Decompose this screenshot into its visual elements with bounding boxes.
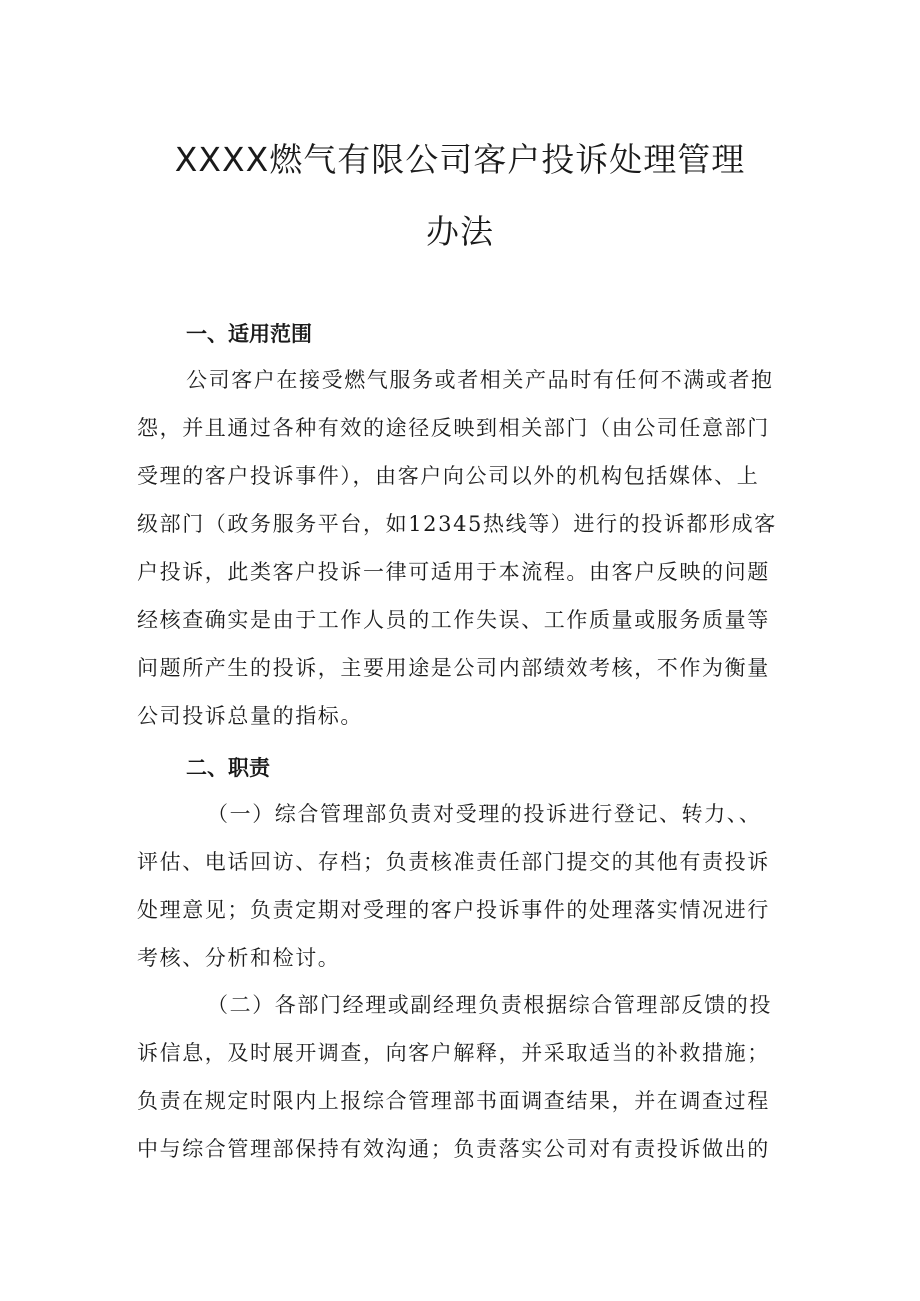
paragraph-line: 负责在规定时限内上报综合管理部书面调查结果，并在调查过程 bbox=[137, 1089, 770, 1113]
paragraph-line: 公司客户在接受燃气服务或者相关产品时有任何不满或者抱 bbox=[186, 368, 774, 392]
paragraph-line: 户投诉，此类客户投诉一律可适用于本流程。由客户反映的问题 bbox=[137, 560, 770, 584]
paragraph-line: 评估、电话回访、存档；负责核准责任部门提交的其他有责投诉 bbox=[137, 850, 770, 874]
document-title-line-2: 办法 bbox=[426, 212, 494, 251]
paragraph-line: 经核查确实是由于工作人员的工作失误、工作质量或服务质量等 bbox=[137, 608, 770, 632]
paragraph-line: 受理的客户投诉事件），由客户向公司以外的机构包括媒体、上 bbox=[137, 464, 760, 488]
document-title-line-1: XXXX燃气有限公司客户投诉处理管理 bbox=[174, 140, 746, 179]
paragraph-line: （二）各部门经理或副经理负责根据综合管理部反馈的投 bbox=[207, 993, 772, 1017]
section-1-paragraph bbox=[137, 356, 787, 740]
section-2-item-1-paragraph bbox=[137, 790, 787, 982]
paragraph-line: 级部门（政务服务平台，如12345热线等）进行的投诉都形成客 bbox=[137, 512, 777, 536]
paragraph-line: 公司投诉总量的指标。 bbox=[137, 704, 363, 728]
paragraph-line: （一）综合管理部负责对受理的投诉进行登记、转力、、 bbox=[207, 802, 762, 826]
paragraph-line: 考核、分析和检讨。 bbox=[137, 946, 341, 970]
paragraph-line: 问题所产生的投诉，主要用途是公司内部绩效考核，不作为衡量 bbox=[137, 656, 770, 680]
paragraph-line: 中与综合管理部保持有效沟通；负责落实公司对有责投诉做出的 bbox=[137, 1137, 770, 1161]
paragraph-line: 怨，并且通过各种有效的途径反映到相关部门（由公司任意部门 bbox=[137, 416, 770, 440]
section-1-heading: 一、适用范围 bbox=[186, 322, 312, 346]
section-2-item-2-paragraph bbox=[137, 981, 787, 1173]
paragraph-line: 处理意见；负责定期对受理的客户投诉事件的处理落实情况进行 bbox=[137, 898, 770, 922]
paragraph-line: 诉信息，及时展开调查，向客户解释，并采取适当的补救措施； bbox=[137, 1041, 770, 1065]
section-2-heading: 二、职责 bbox=[186, 756, 270, 780]
